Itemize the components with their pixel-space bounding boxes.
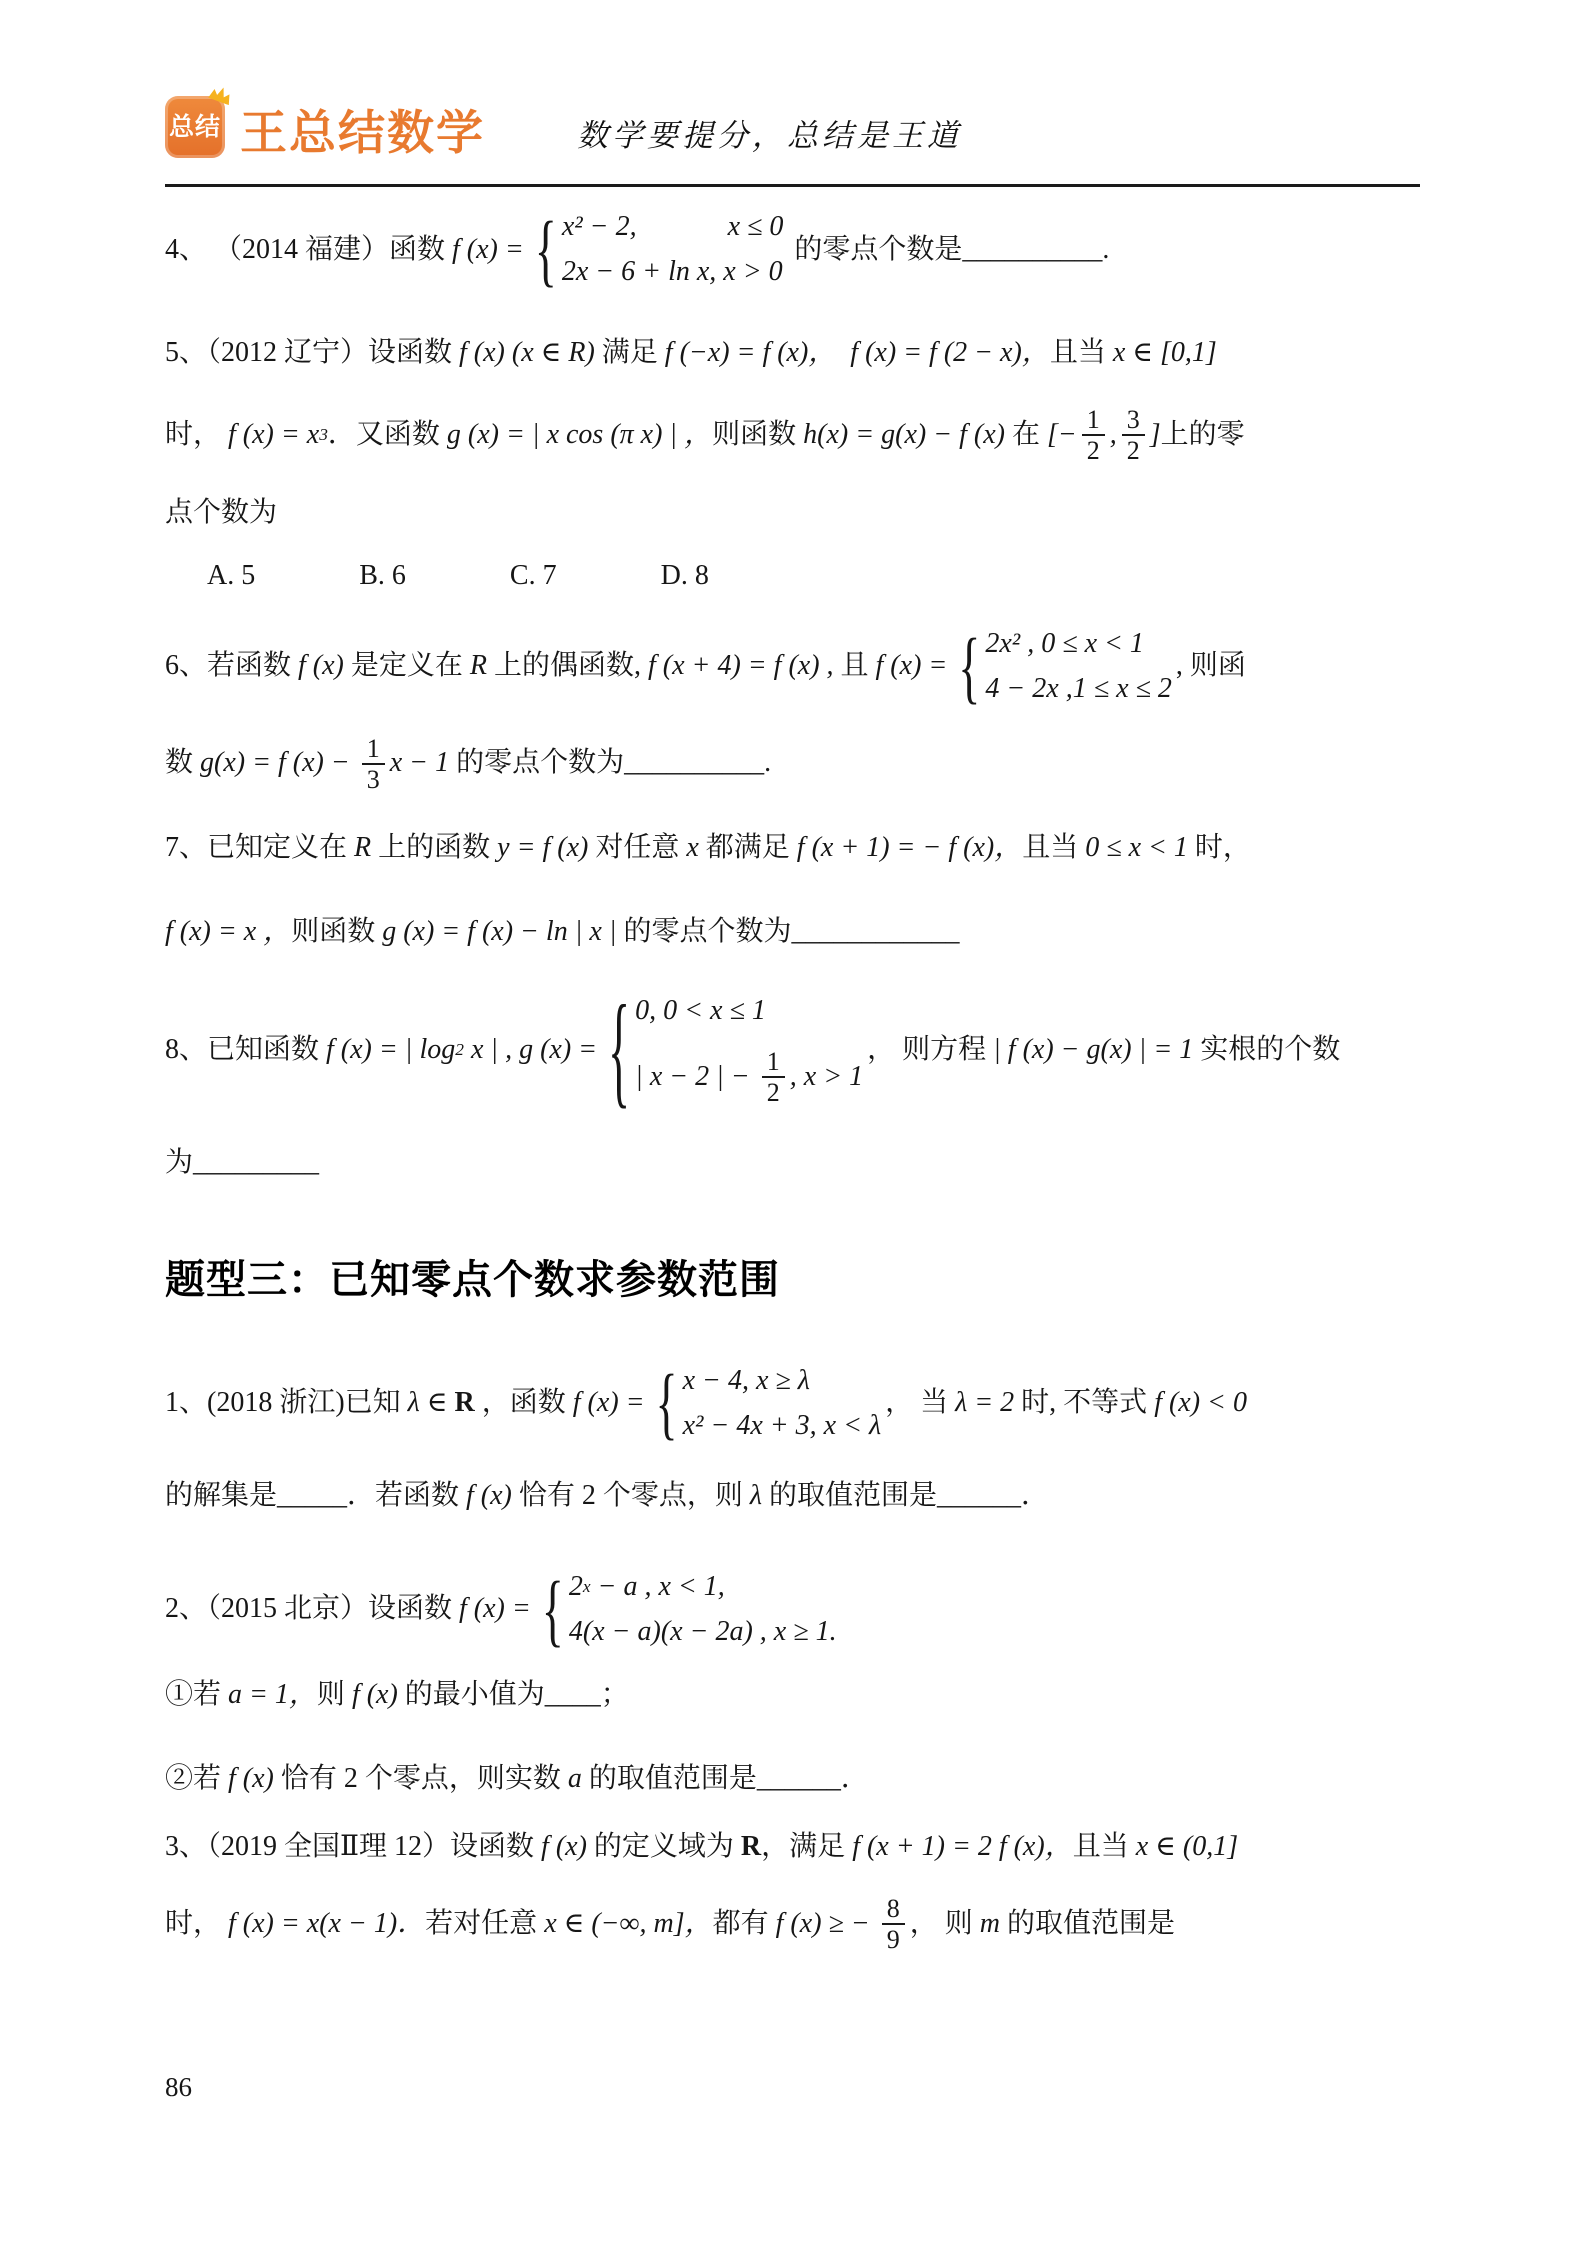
problem-7-text: 都满足 xyxy=(705,831,797,863)
s3-problem-2-text: ②若 xyxy=(165,1762,229,1794)
option-b: B. 6 xyxy=(359,559,406,591)
section-heading: 题型三：已知零点个数求参数范围 xyxy=(165,1257,780,1302)
problem-6-text: 且 xyxy=(833,650,876,682)
fraction-denominator: 2 xyxy=(1082,434,1105,465)
problem-7-math: y = f (x) xyxy=(497,831,596,863)
s3-problem-1-math-bold: R xyxy=(454,1387,475,1419)
s3-problem-3-line-1 xyxy=(165,1829,1420,1865)
case-row: 0, 0 < x ≤ 1 xyxy=(635,994,766,1026)
s3-problem-1-text: ， 当 xyxy=(885,1387,956,1419)
fraction xyxy=(1122,405,1145,465)
s3-problem-3-math: f (x + 1) = 2 f (x)， xyxy=(852,1831,1073,1863)
s3-problem-2-text: 2、（2015 北京）设函数 xyxy=(165,1593,460,1625)
s3-problem-1-text: 1、(2018 浙江)已知 xyxy=(165,1387,408,1419)
s3-problem-2-text: 的取值范围是______． xyxy=(588,1762,869,1794)
s3-problem-2-text: 恰有 2 个零点，则实数 xyxy=(280,1762,568,1794)
problem-8-math: | f (x) − g(x) | = 1 xyxy=(993,1033,1201,1065)
brand-logo xyxy=(165,96,225,158)
logo-badge-text: 总结 xyxy=(168,112,221,141)
crown-icon xyxy=(208,84,234,106)
problem-5-text: 上的零 xyxy=(1160,419,1245,451)
fraction-denominator: 9 xyxy=(882,1923,905,1954)
problem-6-line-2 xyxy=(165,734,1420,794)
problem-6-math: x − 1 xyxy=(389,747,457,779)
problem-7-text: 的零点个数为____________ xyxy=(623,916,960,948)
s3-problem-3-text: 且当 xyxy=(1072,1831,1136,1863)
s3-problem-2-math: f (x) xyxy=(228,1762,281,1794)
s3-problem-3-text: 的定义域为 xyxy=(593,1831,741,1863)
s3-problem-1-math: f (x) = xyxy=(572,1387,652,1419)
problem-5-text: 5、（2012 辽宁）设函数 xyxy=(165,336,460,368)
exponent: x xyxy=(582,1576,591,1596)
problem-6-text: 的零点个数为__________. xyxy=(456,747,772,779)
case-row: 4(x − a)(x − 2a) , x ≥ 1. xyxy=(568,1616,837,1648)
header-tagline: 数学要提分，总结是王道 xyxy=(577,118,962,153)
problem-8-line-2 xyxy=(165,1145,1420,1181)
problem-7-text: 7、已知定义在 xyxy=(165,831,355,863)
problem-5-math: , xyxy=(1109,419,1117,451)
s3-problem-2-math: a = 1， xyxy=(228,1678,317,1710)
problem-5-text: 在 xyxy=(1011,419,1047,451)
problem-6-math: R xyxy=(469,650,494,682)
problem-7-text: 且当 xyxy=(1022,831,1086,863)
problem-5-line-3 xyxy=(165,495,1420,531)
piecewise-cases xyxy=(655,1357,882,1448)
s3-problem-3-text: 满足 xyxy=(789,1831,853,1863)
s3-problem-3-line-2 xyxy=(165,1894,1420,1954)
problem-8-math: f (x) = | log xyxy=(326,1033,456,1065)
problem-5-math: f (x) = x xyxy=(228,419,320,451)
s3-problem-1-math: λ ∈ xyxy=(407,1387,455,1419)
s3-problem-1-text: 函数 xyxy=(509,1387,573,1419)
problem-7-line-1 xyxy=(165,830,1420,866)
s3-problem-3-text: 若对任意 xyxy=(425,1907,545,1939)
problem-7-math: 0 ≤ x < 1 xyxy=(1085,831,1195,863)
s3-problem-3-math: x ∈ (0,1] xyxy=(1135,1831,1239,1863)
option-d: D. 8 xyxy=(660,559,709,591)
problem-5-text: 时， xyxy=(165,419,229,451)
s3-problem-2-line-3 xyxy=(165,1761,1420,1797)
problem-5-text: 且当 xyxy=(1049,336,1113,368)
fraction xyxy=(362,734,385,794)
problem-5-math: f (−x) = f (x)， f (x) = f (2 − x)， xyxy=(664,336,1050,368)
problem-5-text: 满足 xyxy=(601,336,665,368)
problem-5-text: 点个数为 xyxy=(165,497,278,529)
problem-6-text: , 则函 xyxy=(1175,650,1246,682)
left-brace: { xyxy=(541,1564,564,1654)
fraction-numerator: 1 xyxy=(766,1046,780,1076)
left-brace: { xyxy=(958,621,981,711)
problem-8-text: 实根的个数 xyxy=(1200,1033,1341,1065)
s3-problem-1-text: 恰有 2 个零点，则 xyxy=(518,1480,750,1512)
s3-problem-2-math: a xyxy=(567,1762,589,1794)
problem-8-text: 8、已知函数 xyxy=(165,1033,327,1065)
problem-6-text: 数 xyxy=(165,747,201,779)
fraction-denominator: 2 xyxy=(1122,434,1145,465)
header xyxy=(165,0,1420,158)
s3-problem-3-math: f (x) xyxy=(541,1831,594,1863)
case-row: x² − 4x + 3, x < λ xyxy=(682,1409,882,1441)
s3-problem-2-math: f (x) = xyxy=(459,1593,538,1625)
s3-problem-2-text: 则 xyxy=(316,1678,352,1710)
problem-5-math: g (x) = | x cos (π x) | ， xyxy=(446,419,713,451)
problem-8-math: x | , g (x) = xyxy=(463,1033,605,1065)
fraction xyxy=(762,1047,785,1107)
s3-problem-2-text: 的最小值为____； xyxy=(404,1678,629,1710)
problem-7-math: R xyxy=(354,831,379,863)
s3-problem-1-text: 的取值范围是______． xyxy=(769,1480,1050,1512)
problem-6-math: f (x) = xyxy=(875,650,955,682)
fraction xyxy=(1082,405,1105,465)
subscript: 2 xyxy=(455,1039,464,1059)
case-row xyxy=(635,1047,863,1107)
case-row: 2x − 6 + ln x, x > 0 xyxy=(561,256,783,288)
fraction-numerator: 3 xyxy=(1126,405,1140,435)
fraction-numerator: 1 xyxy=(1086,405,1100,435)
header-divider xyxy=(165,184,1420,187)
problem-8-line-1 xyxy=(165,978,1420,1119)
problem-5-line-2 xyxy=(165,405,1420,465)
case-row xyxy=(569,1569,837,1605)
s3-problem-1-text: ， xyxy=(474,1387,510,1419)
problem-5-options xyxy=(207,560,1420,592)
case-math: 2 xyxy=(568,1570,583,1602)
problem-7-text: 时， xyxy=(1194,831,1251,863)
problem-5-math: x ∈ [0,1] xyxy=(1112,336,1217,368)
case-row: 2x² , 0 ≤ x < 1 xyxy=(985,627,1144,659)
s3-problem-3-math: m xyxy=(979,1907,1008,1939)
s3-problem-3-math: x ∈ (−∞, m]， xyxy=(544,1907,713,1939)
problem-5-text: ．又函数 xyxy=(327,419,447,451)
problem-8-text: 为_________ xyxy=(165,1147,320,1179)
problem-5-math: [− xyxy=(1046,419,1077,451)
case-row: 4 − 2x ,1 ≤ x ≤ 2 xyxy=(985,673,1172,705)
problem-5-math: ] xyxy=(1149,419,1161,451)
problem-7-text: 上的函数 xyxy=(378,831,498,863)
left-brace: { xyxy=(534,204,557,294)
problem-5-math: f (x) (x ∈ R) xyxy=(459,336,602,368)
case-math: − a , x < 1, xyxy=(590,1570,725,1602)
problem-7-math: g (x) = f (x) − ln | x | xyxy=(382,916,624,948)
s3-problem-1-text: 时, 不等式 xyxy=(1021,1387,1155,1419)
problem-7-line-2 xyxy=(165,914,1420,950)
s3-problem-1-math: f (x) xyxy=(466,1480,519,1512)
problem-6-math: g(x) = f (x) − xyxy=(200,747,357,779)
s3-problem-3-text: 都有 xyxy=(712,1907,776,1939)
problem-7-math: f (x) = x ， xyxy=(165,916,292,948)
s3-problem-2-math: f (x) xyxy=(351,1678,405,1710)
s3-problem-3-math: f (x) ≥ − xyxy=(775,1907,877,1939)
s3-problem-1-math: λ = 2 xyxy=(955,1387,1022,1419)
piecewise-cases xyxy=(534,204,784,294)
s3-problem-3-text: 时， xyxy=(165,1907,229,1939)
case-math: | x − 2 | − xyxy=(635,1060,757,1092)
s3-problem-1-math: f (x) < 0 xyxy=(1154,1387,1247,1419)
problem-8-text: ， 则方程 xyxy=(867,1033,994,1065)
problem-6-math: f (x + 4) = f (x) , xyxy=(648,650,834,682)
problem-6-text: 6、若函数 xyxy=(165,650,299,682)
s3-problem-1-text: 的解集是_____．若函数 xyxy=(165,1480,467,1512)
piecewise-cases xyxy=(958,621,1172,711)
case-row: x − 4, x ≥ λ xyxy=(682,1364,810,1396)
problem-4 xyxy=(165,204,1420,294)
s3-problem-3-text: 3、（2019 全国Ⅱ理 12）设函数 xyxy=(165,1831,542,1863)
brand-name: 王总结数学 xyxy=(240,106,485,159)
problem-6-math: f (x) xyxy=(298,650,351,682)
s3-problem-3-text: ， xyxy=(761,1831,790,1863)
case-math: , x > 1 xyxy=(789,1060,864,1092)
s3-problem-3-math-bold: R xyxy=(740,1831,762,1863)
left-brace: { xyxy=(655,1357,678,1448)
fraction xyxy=(882,1894,905,1954)
problem-7-math: f (x + 1) = − f (x)， xyxy=(796,831,1023,863)
fraction-denominator: 2 xyxy=(762,1076,785,1107)
piecewise-cases xyxy=(608,978,864,1119)
problem-5-math: h(x) = g(x) − f (x) xyxy=(803,419,1012,451)
problem-6-text: 上的偶函数, xyxy=(494,650,649,682)
option-c: C. 7 xyxy=(509,559,557,591)
page-number: 86 xyxy=(165,2072,192,2102)
problem-6-text: 是定义在 xyxy=(350,650,470,682)
left-brace: { xyxy=(608,978,631,1119)
problem-7-math: x xyxy=(686,831,706,863)
problem-7-text: 则函数 xyxy=(291,916,383,948)
s3-problem-3-text: ， 则 xyxy=(909,1907,980,1939)
s3-problem-2-text: ①若 xyxy=(165,1678,229,1710)
problem-5-text: 则函数 xyxy=(712,419,804,451)
problem-6-line-1 xyxy=(165,621,1420,711)
s3-problem-2-line-1 xyxy=(165,1564,1420,1654)
case-row: x² − 2, x ≤ 0 xyxy=(561,211,784,242)
s3-problem-3-text: 的取值范围是 xyxy=(1007,1907,1176,1939)
problem-5-line-1 xyxy=(165,335,1420,371)
problem-4-text: 4、 （2014 福建）函数 xyxy=(165,233,453,265)
s3-problem-3-math: f (x) = x(x − 1)． xyxy=(228,1907,426,1939)
option-a: A. 5 xyxy=(207,559,256,591)
s3-problem-1-line-1 xyxy=(165,1357,1420,1448)
piecewise-cases xyxy=(541,1564,837,1654)
fraction-denominator: 3 xyxy=(362,763,385,794)
problem-7-text: 对任意 xyxy=(595,831,687,863)
s3-problem-2-line-2 xyxy=(165,1677,1420,1713)
s3-problem-1-line-2 xyxy=(165,1478,1420,1514)
problem-4-text: 的零点个数是__________. xyxy=(787,233,1110,265)
exponent: 3 xyxy=(319,425,328,444)
fraction-numerator: 8 xyxy=(886,1893,900,1923)
problem-4-math: f (x) = xyxy=(452,233,531,265)
s3-problem-1-math: λ xyxy=(749,1480,770,1512)
fraction-numerator: 1 xyxy=(366,733,380,763)
